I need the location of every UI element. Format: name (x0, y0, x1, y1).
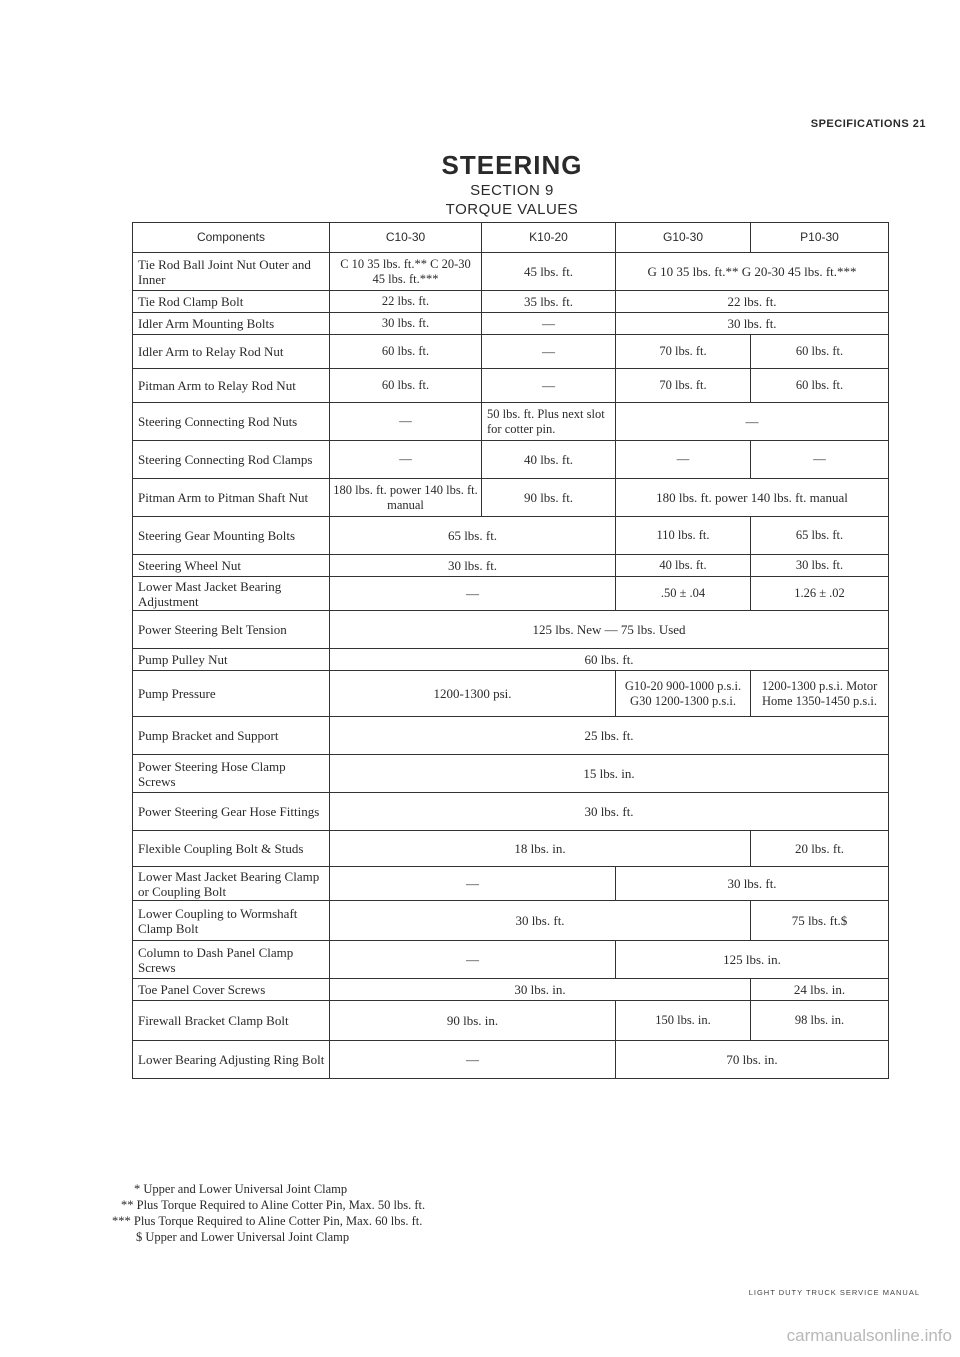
value-cell: 50 lbs. ft. Plus next slot for cotter pin. (482, 403, 616, 441)
value-cell: 65 lbs. ft. (330, 517, 616, 555)
component-cell: Pitman Arm to Relay Rod Nut (133, 369, 330, 403)
value-cell: 30 lbs. ft. (330, 555, 616, 577)
value-cell: — (616, 441, 751, 479)
value-cell: 15 lbs. in. (330, 755, 889, 793)
component-cell: Lower Mast Jacket Bearing Adjustment (133, 577, 330, 611)
value-cell: 35 lbs. ft. (482, 291, 616, 313)
table-row (133, 1001, 889, 1041)
component-cell: Pump Bracket and Support (133, 717, 330, 755)
table-row (133, 253, 889, 291)
value-cell: 30 lbs. ft. (616, 313, 889, 335)
value-cell: 30 lbs. in. (330, 979, 751, 1001)
table-row (133, 479, 889, 517)
value-cell: — (330, 441, 482, 479)
torque-table (132, 222, 889, 1079)
value-cell: 70 lbs. ft. (616, 335, 751, 369)
value-cell: 90 lbs. ft. (482, 479, 616, 517)
value-cell: 60 lbs. ft. (330, 649, 889, 671)
value-cell: 75 lbs. ft.$ (751, 901, 889, 941)
table-row (133, 755, 889, 793)
table-row (133, 611, 889, 649)
value-cell: 22 lbs. ft. (616, 291, 889, 313)
value-cell: — (482, 369, 616, 403)
table-header-row (133, 223, 889, 253)
table-row (133, 313, 889, 335)
table-row (133, 671, 889, 717)
value-cell: G 10 35 lbs. ft.** G 20-30 45 lbs. ft.*** (616, 253, 889, 291)
value-cell: — (330, 1041, 616, 1079)
section-number: SECTION 9 (470, 182, 554, 199)
value-cell: 22 lbs. ft. (330, 291, 482, 313)
value-cell: 25 lbs. ft. (330, 717, 889, 755)
table-row (133, 1041, 889, 1079)
value-cell: 20 lbs. ft. (751, 831, 889, 867)
value-cell: 30 lbs. ft. (330, 901, 751, 941)
component-cell: Idler Arm to Relay Rod Nut (133, 335, 330, 369)
value-cell: 90 lbs. in. (330, 1001, 616, 1041)
value-cell: — (482, 313, 616, 335)
table-subtitle: TORQUE VALUES (445, 201, 579, 218)
value-cell: 150 lbs. in. (616, 1001, 751, 1041)
value-cell: 60 lbs. ft. (751, 369, 889, 403)
table-row (133, 649, 889, 671)
component-cell: Tie Rod Clamp Bolt (133, 291, 330, 313)
table-row (133, 403, 889, 441)
table-body (133, 253, 889, 1079)
column-header: G10-30 (616, 223, 751, 253)
table-row (133, 441, 889, 479)
table-row (133, 335, 889, 369)
component-cell: Pitman Arm to Pitman Shaft Nut (133, 479, 330, 517)
value-cell: 125 lbs. New — 75 lbs. Used (330, 611, 889, 649)
component-cell: Steering Connecting Rod Clamps (133, 441, 330, 479)
value-cell: 70 lbs. in. (616, 1041, 889, 1079)
table-row (133, 369, 889, 403)
component-cell: Steering Gear Mounting Bolts (133, 517, 330, 555)
component-cell: Steering Wheel Nut (133, 555, 330, 577)
table-row (133, 867, 889, 901)
value-cell: — (482, 335, 616, 369)
table-row (133, 941, 889, 979)
footnote: ** Plus Torque Required to Aline Cotter Pin, Max. 50 lbs. ft. (121, 1198, 426, 1212)
component-cell: Pump Pulley Nut (133, 649, 330, 671)
value-cell: 180 lbs. ft. power 140 lbs. ft. manual (330, 479, 482, 517)
value-cell: 1200-1300 psi. (330, 671, 616, 717)
value-cell: 70 lbs. ft. (616, 369, 751, 403)
value-cell: 30 lbs. ft. (330, 313, 482, 335)
table-row (133, 577, 889, 611)
value-cell: 60 lbs. ft. (330, 369, 482, 403)
component-cell: Pump Pressure (133, 671, 330, 717)
value-cell: 24 lbs. in. (751, 979, 889, 1001)
page-title: SPECIFICATIONS 21 (810, 118, 926, 130)
value-cell: 40 lbs. ft. (616, 555, 751, 577)
value-cell: 65 lbs. ft. (751, 517, 889, 555)
value-cell: — (330, 941, 616, 979)
column-header: C10-30 (330, 223, 482, 253)
footnote: $ Upper and Lower Universal Joint Clamp (136, 1230, 350, 1244)
table-row (133, 901, 889, 941)
value-cell: — (616, 403, 889, 441)
table-row (133, 555, 889, 577)
value-cell: G10-20 900-1000 p.s.i. G30 1200-1300 p.s.i. (616, 671, 751, 717)
value-cell: 45 lbs. ft. (482, 253, 616, 291)
footnote: * Upper and Lower Universal Joint Clamp (134, 1182, 348, 1196)
value-cell: 18 lbs. in. (330, 831, 751, 867)
column-header: K10-20 (482, 223, 616, 253)
component-cell: Idler Arm Mounting Bolts (133, 313, 330, 335)
value-cell: 30 lbs. ft. (616, 867, 889, 901)
value-cell: 30 lbs. ft. (751, 555, 889, 577)
value-cell: — (751, 441, 889, 479)
value-cell: — (330, 577, 616, 611)
component-cell: Toe Panel Cover Screws (133, 979, 330, 1001)
component-cell: Tie Rod Ball Joint Nut Outer and Inner (133, 253, 330, 291)
column-header: Components (133, 223, 330, 253)
value-cell: 98 lbs. in. (751, 1001, 889, 1041)
table-row (133, 717, 889, 755)
table-row (133, 517, 889, 555)
component-cell: Power Steering Gear Hose Fittings (133, 793, 330, 831)
table-row (133, 291, 889, 313)
component-cell: Power Steering Belt Tension (133, 611, 330, 649)
table-row (133, 793, 889, 831)
value-cell: 180 lbs. ft. power 140 lbs. ft. manual (616, 479, 889, 517)
manual-footer: LIGHT DUTY TRUCK SERVICE MANUAL (748, 1288, 920, 1297)
component-cell: Lower Mast Jacket Bearing Clamp or Coupling Bolt (133, 867, 330, 901)
component-cell: Power Steering Hose Clamp Screws (133, 755, 330, 793)
value-cell: 60 lbs. ft. (751, 335, 889, 369)
value-cell: — (330, 403, 482, 441)
component-cell: Steering Connecting Rod Nuts (133, 403, 330, 441)
column-header: P10-30 (751, 223, 889, 253)
value-cell: 125 lbs. in. (616, 941, 889, 979)
component-cell: Flexible Coupling Bolt & Studs (133, 831, 330, 867)
footnotes (112, 1181, 425, 1245)
value-cell: 1.26 ± .02 (751, 577, 889, 611)
value-cell: 1200-1300 p.s.i. Motor Home 1350-1450 p.s.i. (751, 671, 889, 717)
value-cell: — (330, 867, 616, 901)
value-cell: C 10 35 lbs. ft.** C 20-30 45 lbs. ft.*** (330, 253, 482, 291)
table-row (133, 831, 889, 867)
table-row (133, 979, 889, 1001)
component-cell: Column to Dash Panel Clamp Screws (133, 941, 330, 979)
value-cell: 40 lbs. ft. (482, 441, 616, 479)
value-cell: .50 ± .04 (616, 577, 751, 611)
value-cell: 60 lbs. ft. (330, 335, 482, 369)
component-cell: Firewall Bracket Clamp Bolt (133, 1001, 330, 1041)
section-title: STEERING (441, 150, 583, 180)
footnote: *** Plus Torque Required to Aline Cotter Pin, Max. 60 lbs. ft. (112, 1214, 423, 1228)
component-cell: Lower Bearing Adjusting Ring Bolt (133, 1041, 330, 1079)
value-cell: 30 lbs. ft. (330, 793, 889, 831)
component-cell: Lower Coupling to Wormshaft Clamp Bolt (133, 901, 330, 941)
watermark: carmanualsonline.info (786, 1326, 952, 1345)
value-cell: 110 lbs. ft. (616, 517, 751, 555)
